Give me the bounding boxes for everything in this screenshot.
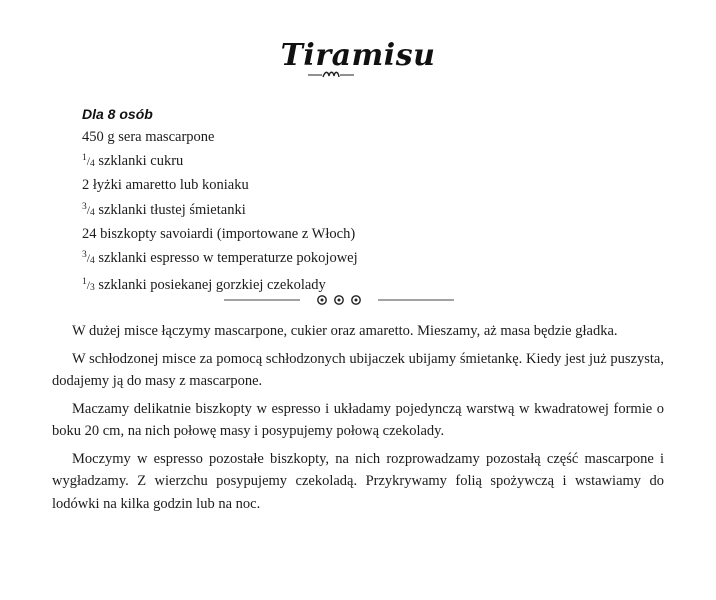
quantity-fraction: $^3/_4$ [82, 250, 95, 267]
ingredient-item [82, 175, 358, 196]
fraction-numerator: 1 [82, 277, 87, 288]
ingredient-text: szklanki posiekanej gorzkiej czekolady [98, 277, 326, 294]
recipe-title: Tiramisu [280, 38, 436, 74]
quantity-fraction: $^3/_4$ [82, 201, 95, 218]
ingredient-item [82, 127, 358, 148]
method-paragraph: Maczamy delikatnie biszkopty w espresso i układamy pojedynczą warstwą w kwadratowej formie o boku 20 cm, na nich połowę masy i posypujemy połową czekolady. [52, 400, 664, 439]
quantity-fraction: $^1/_4$ [82, 153, 95, 170]
method-paragraph: W dużej misce łączymy mascarpone, cukier oraz amaretto. Mieszamy, aż masa będzie gładka. [72, 323, 618, 339]
ingredient-text: szklanki cukru [98, 153, 184, 170]
method-paragraph: W schłodzonej misce za pomocą schłodzonych ubijaczek ubijamy śmietankę. Kiedy jest już puszysta, dodajemy ją do masy z mascarpone. [52, 350, 664, 389]
ingredient-item [82, 224, 358, 245]
ingredient-text: szklanki tłustej śmietanki [98, 201, 246, 218]
ingredient-text: 24 biszkopty savoiardi (importowane z Włoch) [82, 225, 356, 242]
fraction-numerator: 3 [82, 250, 87, 261]
ingredient-text: szklanki espresso w temperaturze pokojowej [98, 250, 358, 267]
ingredient-item [82, 245, 358, 272]
fraction-numerator: 1 [82, 153, 87, 164]
quantity-fraction: $^1/_3$ [82, 277, 95, 294]
ingredient-list [82, 127, 358, 299]
fraction-denominator: 4 [89, 256, 95, 267]
servings-label: Dla 8 osób [82, 106, 153, 122]
method-paragraph: Moczymy w espresso pozostałe biszkopty, na nich rozprowadzamy pozostałą część mascarpone i wygładzamy. Z wierzchu posypujemy czekoladą. Przykrywamy folią spożywczą i wstawiamy do lodówki na kilka godzin lub na noc. [52, 450, 664, 512]
ingredient-text: 450 g sera mascarpone [82, 129, 215, 145]
title-flourish-ornament [306, 68, 356, 82]
ingredient-text: 2 łyżki amaretto lub koniaku [82, 177, 249, 194]
fraction-denominator: 4 [89, 159, 95, 170]
method-section [52, 320, 664, 520]
fraction-denominator: 3 [89, 283, 95, 294]
fraction-denominator: 4 [89, 207, 95, 218]
ingredient-item [82, 148, 358, 175]
fraction-numerator: 3 [82, 201, 87, 212]
ingredient-item [82, 197, 358, 224]
section-divider-ornament [224, 292, 454, 308]
